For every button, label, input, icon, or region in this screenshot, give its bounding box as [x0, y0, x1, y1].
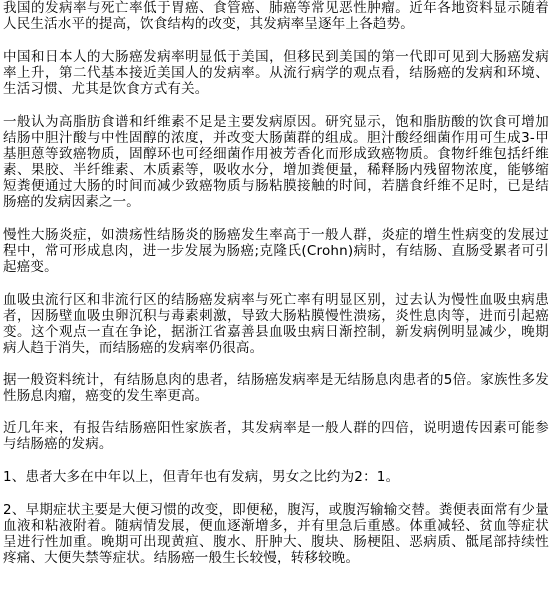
- paragraph-incidence-trend: 我国的发病率与死亡率低于胃癌、食管癌、肺癌等常见恶性肿瘤。近年各地资料显示随着人民生活水平的提高，饮食结构的改变，其发病率呈逐年上各趋势。: [3, 0, 549, 32]
- paragraph-schistosomiasis: 血吸虫流行区和非流行区的结肠癌发病率与死亡率有明显区别，过去认为慢性血吸虫病患者，因肠壁血吸虫卵沉积与毒素刺激，导致大肠粘膜慢性溃疡，炎性息肉等，进而引起癌变。这个观点一直在争论，据浙江省嘉善县血吸虫病日渐控制，新发病例明显减少，晚期病人趋于消失，而结肠癌的发病率仍很高。: [3, 292, 549, 356]
- paragraph-migration-epidemiology: 中国和日本人的大肠癌发病率明显低于美国，但移民到美国的第一代即可见到大肠癌发病率上升，第二代基本接近美国人的发病率。从流行病学的观点看，结肠癌的发病和环境、生活习惯、尤其是饮食方式有关。: [3, 49, 549, 97]
- paragraph-family-history: 近几年来，有报告结肠癌阳性家族者，其发病率是一般人群的四倍，说明遗传因素可能参与结肠癌的发病。: [3, 420, 549, 452]
- paragraph-diet-causes: 一般认为高脂肪食谱和纤维素不足是主要发病原因。研究显示，饱和脂肪酸的饮食可增加结肠中胆汁酸与中性固醇的浓度，并改变大肠菌群的组成。胆汁酸经细菌作用可生成3-甲基胆蒽等致癌物质，固醇环也可经细菌作用被芳香化而形成致癌物质。食物纤维包括纤维素、果胶、半纤维素、木质素等，吸收水分，增加粪便量，稀释肠内残留物浓度，能够缩短粪便通过大肠的时间而减少致癌物质与肠粘膜接触的时间，若膳食纤维不足时，已是结肠癌的发病因素之一。: [3, 114, 549, 210]
- paragraph-symptom-early: 2、早期症状主要是大便习惯的改变，即便秘，腹泻，或腹泻输输交替。粪便表面常有少量血液和粘液附着。随病情发展，便血逐渐增多，并有里急后重感。体重减轻、贫血等症状呈进行性加重。晚期可出现黄疸、腹水、肝肿大、腹块、肠梗阻、恶病质、骶尾部持续性疼痛、大便失禁等症状。结肠癌一般生长较慢，转移较晚。: [3, 502, 549, 566]
- paragraph-symptom-age: 1、患者大多在中年以上，但青年也有发病，男女之比约为2：1。: [3, 469, 400, 485]
- paragraph-polyps: 据一般资料统计，有结肠息肉的患者，结肠癌发病率是无结肠息肉患者的5倍。家族性多发性肠息肉瘤，癌变的发生率更高。: [3, 372, 549, 404]
- article-body: [3, 0, 549, 566]
- paragraph-chronic-inflammation: 慢性大肠炎症，如溃疡性结肠炎的肠癌发生率高于一般人群，炎症的增生性病变的发展过程中，常可形成息肉，进一步发展为肠癌;克隆氏(Crohn)病时，有结肠、直肠受累者可引起癌变。: [3, 227, 549, 275]
